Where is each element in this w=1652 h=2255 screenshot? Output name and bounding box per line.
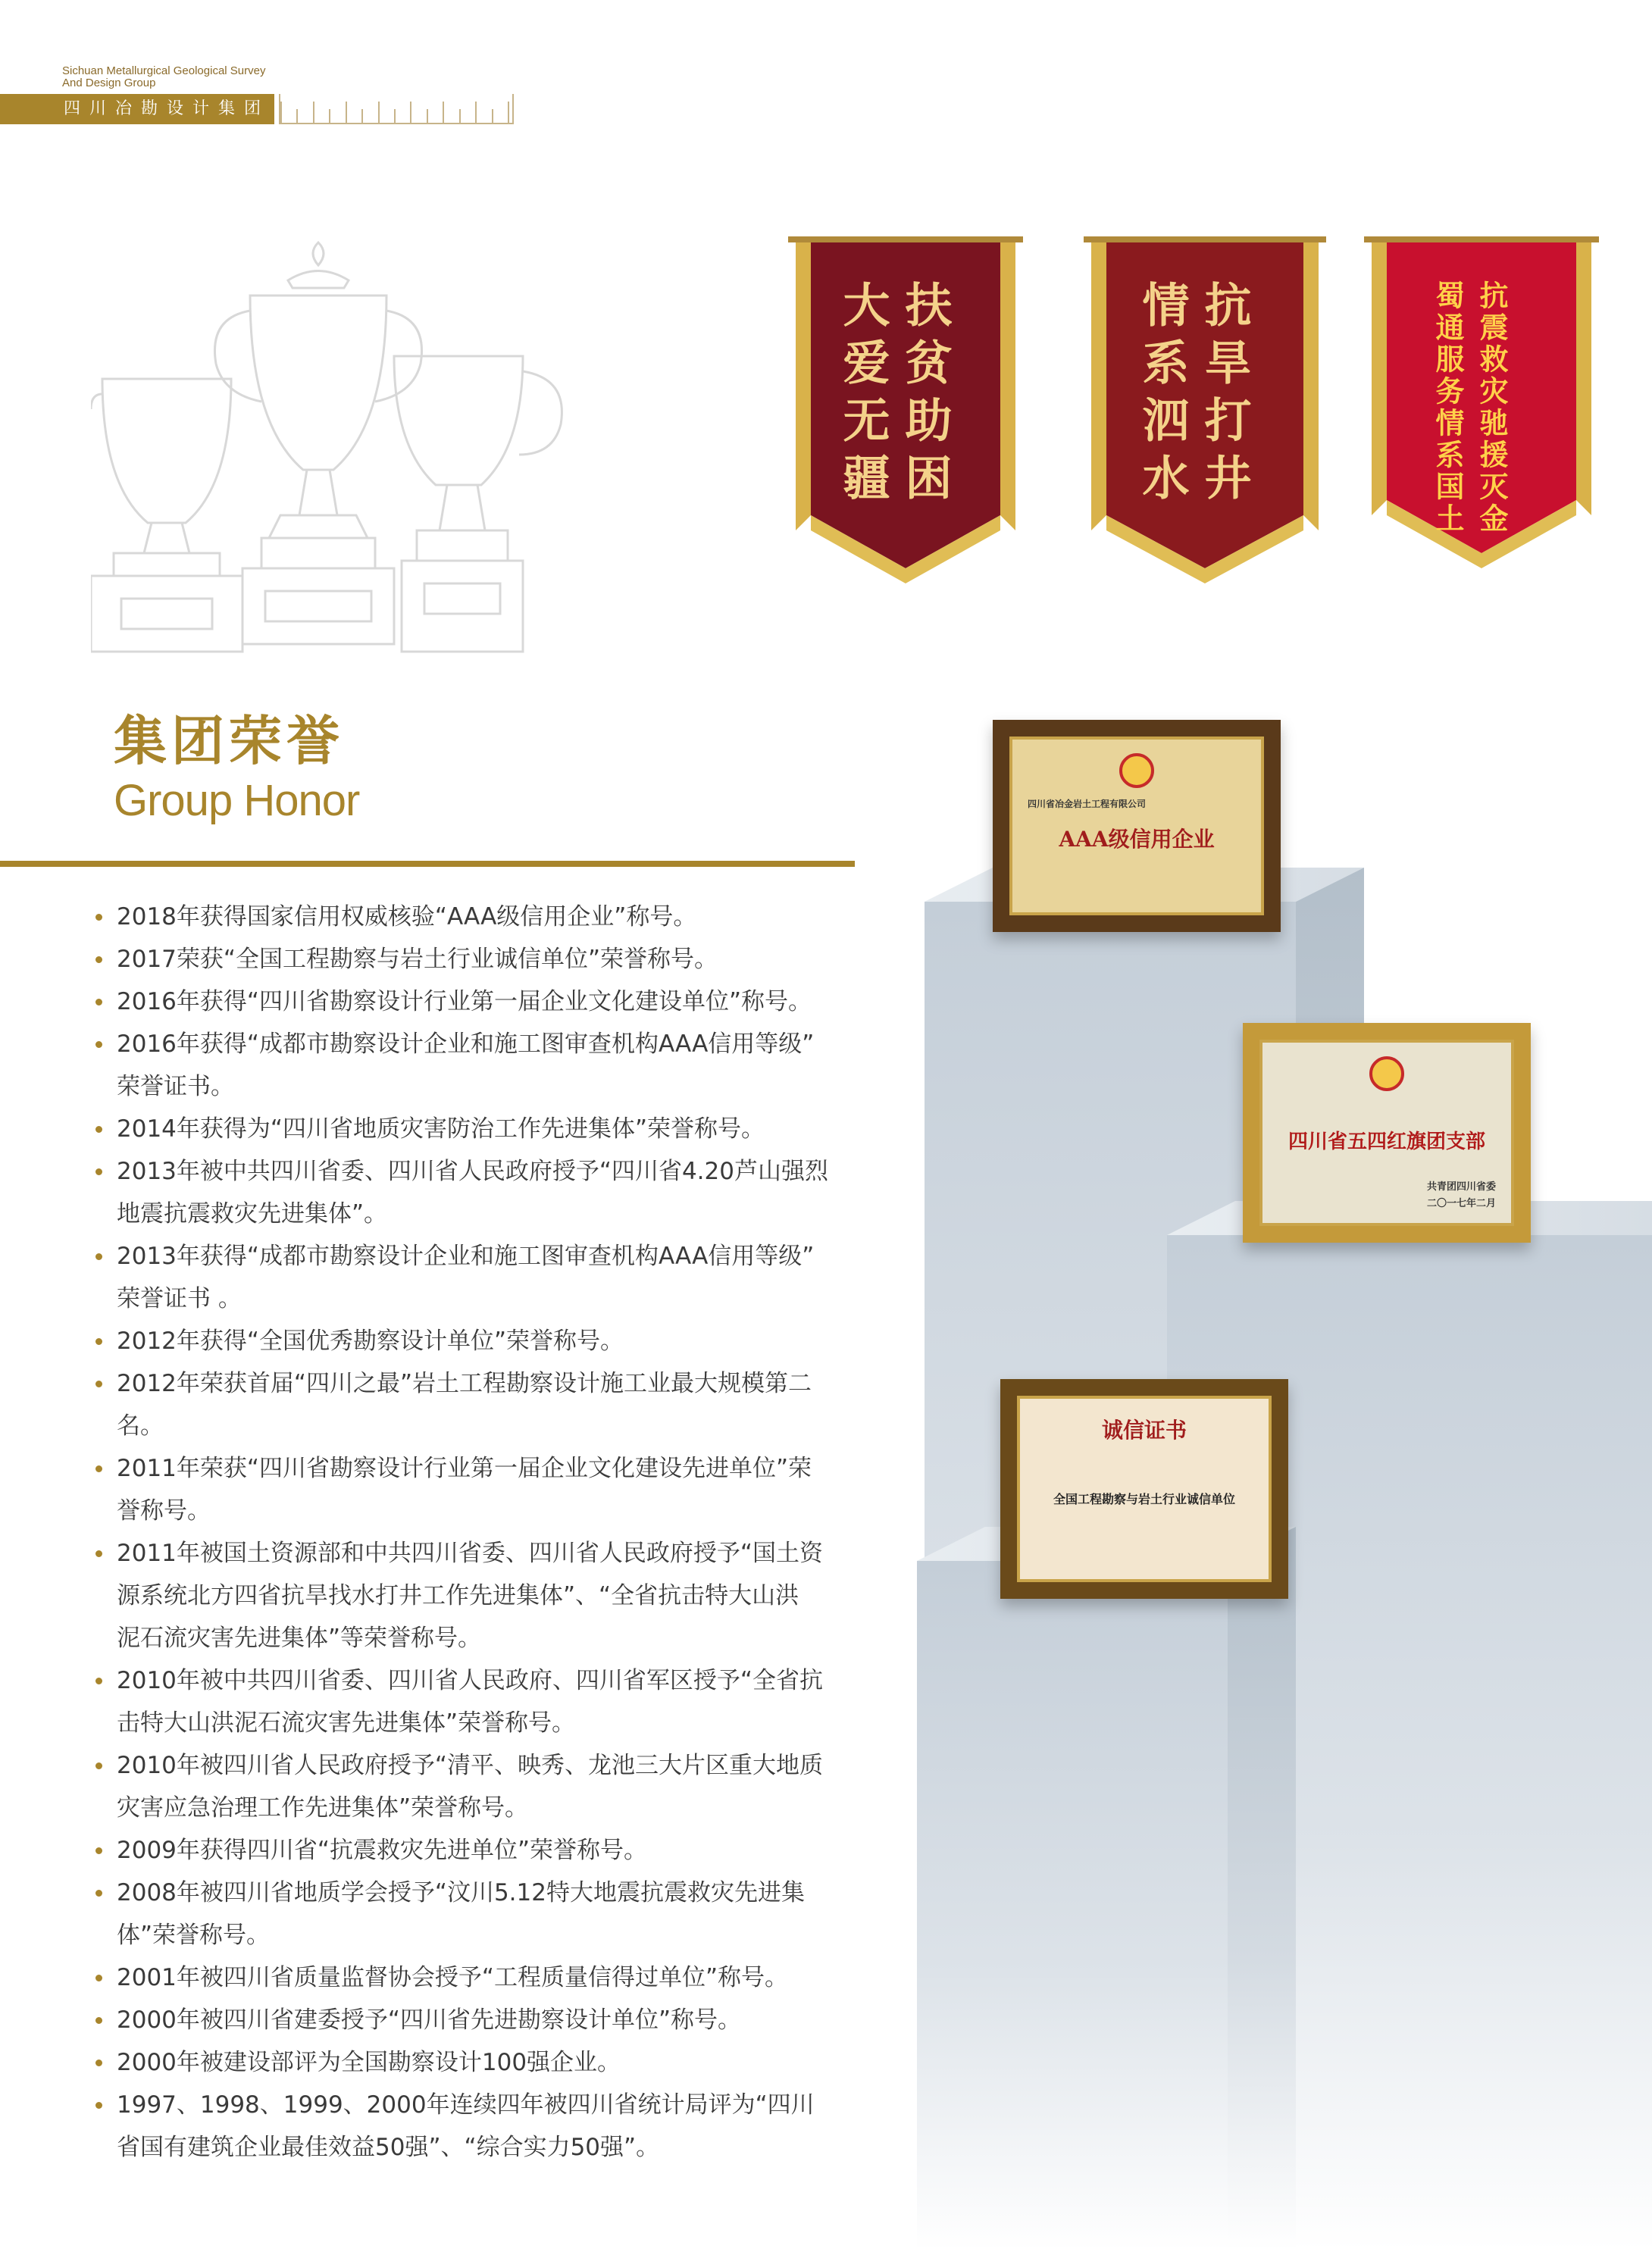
ruler-tick [394,109,396,123]
honor-line: 2017荣获“全国工程勘察与岩土行业诚信单位”荣誉称号。 [117,946,718,973]
honor-line: 荣誉证书 。 [117,1285,242,1312]
honor-line: 1997、1998、1999、2000年连续四年被四川省统计局评为“四川 [117,2091,815,2119]
honor-line: 2008年被四川省地质学会授予“汶川5.12特大地震抗震救灾先进集 [117,1879,805,1906]
bullet-icon [95,1550,102,1557]
certificate-panel [1017,1396,1272,1582]
honor-line: 2018年获得国家信用权威核验“AAA级信用企业”称号。 [117,903,697,930]
section-title-rule [0,861,855,867]
honor-line: 荣誉证书。 [117,1073,234,1100]
ruler-tick [508,102,509,123]
bullet-icon [95,1041,102,1048]
bullet-icon [95,2102,102,2109]
banner-slogan: 情系泗水 [1134,280,1190,511]
bullet-icon [95,999,102,1006]
emblem-icon [1369,1056,1404,1091]
honor-line: 2016年获得“成都市勘察设计企业和施工图审查机构AAA信用等级” [117,1031,815,1058]
bullet-icon [95,914,102,921]
certificate-title: 四川省五四红旗团支部 [1287,1131,1485,1153]
honor-list-item [91,938,856,981]
section-title-cn: 集团荣誉 [114,710,344,772]
honor-list-item [91,2041,856,2084]
honor-line: 名。 [117,1412,164,1440]
honor-list-item [91,1235,856,1320]
banner-slogan: 蜀通服务情系国土 [1431,280,1465,535]
honor-certificate [1243,1023,1531,1243]
honor-line: 2012年荣获首届“四川之最”岩土工程勘察设计施工业最大规模第二 [117,1370,812,1397]
company-name-en-line2: And Design Group [62,77,156,89]
honor-list-item [91,1829,856,1872]
honor-list-item [91,1956,856,1999]
bullet-icon [95,1126,102,1133]
certificate-issuer: 共青团四川省委 [1426,1181,1496,1193]
honor-list-item [91,1447,856,1532]
honor-line: 2001年被四川省质量监督协会授予“工程质量信得过单位”称号。 [117,1964,789,1991]
honor-list-item [91,896,856,938]
honor-line: 泥石流灾害先进集体”等荣誉称号。 [117,1625,482,1652]
honor-line: 2013年被中共四川省委、四川省人民政府授予“四川省4.20芦山强烈 [117,1158,828,1185]
certificate-title: 诚信证书 [1101,1418,1187,1443]
bullet-icon [95,1465,102,1472]
emblem-icon [1119,753,1154,788]
honor-list-item [91,1872,856,1956]
honor-line: 2000年被建设部评为全国勘察设计100强企业。 [117,2049,621,2076]
section-title-en: Group Honor [114,776,360,825]
ruler-tick [427,109,428,123]
bullet-icon [95,1975,102,1981]
honor-list-item [91,1362,856,1447]
company-name-cn: 四川冶勘设计集团 [64,99,271,118]
ruler-tick [346,102,347,123]
banner-slogan: 扶贫助困 [897,280,953,511]
bullet-icon [95,2060,102,2066]
certificate-title: AAA级信用企业 [1059,827,1215,852]
honor-list-item [91,1744,856,1829]
ruler-tick [280,102,282,123]
pennant-banner [1084,227,1326,583]
honor-list-item [91,2084,856,2169]
honor-list-item [91,1108,856,1150]
podium-display [887,697,1652,2255]
bullet-icon [95,956,102,963]
banner-slogan: 大爱无疆 [835,280,890,511]
certificate-panel [1009,737,1264,915]
company-name-en-line1: Sichuan Metallurgical Geological Survey [62,64,266,77]
honor-line: 2009年获得四川省“抗震救灾先进单位”荣誉称号。 [117,1837,648,1864]
honor-line: 誉称号。 [117,1497,211,1525]
header-ruler [279,94,514,124]
honor-line: 源系统北方四省抗旱找水打井工作先进集体”、“全省抗击特大山洪 [117,1582,799,1609]
ruler-tick [459,109,461,123]
honor-list-item [91,1150,856,1235]
honor-list-item [91,1659,856,1744]
honor-line: 2010年被四川省人民政府授予“清平、映秀、龙池三大片区重大地质 [117,1752,823,1779]
honor-line: 灾害应急治理工作先进集体”荣誉称号。 [117,1794,529,1822]
bullet-icon [95,1678,102,1684]
bullet-icon [95,1168,102,1175]
bullet-icon [95,1762,102,1769]
pennant-banner [1364,227,1599,568]
ruler-tick [378,102,380,123]
honor-list-item [91,1320,856,1362]
honor-line: 2016年获得“四川省勘察设计行业第一届企业文化建设单位”称号。 [117,988,812,1015]
ruler-tick [443,102,444,123]
honor-certificate [1000,1379,1288,1599]
certificate-panel [1259,1040,1514,1226]
honor-line: 2011年荣获“四川省勘察设计行业第一届企业文化建设先进单位”荣 [117,1455,812,1482]
ruler-tick [410,102,411,123]
honor-list-item [91,1999,856,2041]
honor-list-item [91,1532,856,1659]
honor-list [91,896,856,2169]
trophies-illustration [91,227,576,667]
bullet-icon [95,1253,102,1260]
honor-line: 体”荣誉称号。 [117,1922,271,1949]
honor-line: 地震抗震救灾先进集体”。 [117,1200,388,1228]
certificate-date: 二〇一七年二月 [1426,1198,1496,1209]
bullet-icon [95,1381,102,1387]
bullet-icon [95,1890,102,1897]
ruler-tick [296,109,298,123]
ruler-tick [329,109,330,123]
banner-slogan: 抗震救灾驰援灭金 [1475,280,1509,535]
honor-line: 省国有建筑企业最佳效益50强”、“综合实力50强”。 [117,2134,660,2161]
pennant-banner [788,227,1023,583]
honor-line: 2014年获得为“四川省地质灾害防治工作先进集体”荣誉称号。 [117,1115,765,1143]
bullet-icon [95,1338,102,1345]
honor-line: 2000年被四川省建委授予“四川省先进勘察设计单位”称号。 [117,2006,742,2034]
honor-line: 2012年获得“全国优秀勘察设计单位”荣誉称号。 [117,1328,624,1355]
banner-group [773,227,1607,606]
bullet-icon [95,1847,102,1854]
ruler-tick [475,102,477,123]
ruler-tick [313,102,314,123]
honor-line: 2011年被国土资源部和中共四川省委、四川省人民政府授予“国土资 [117,1540,823,1567]
honor-list-item [91,981,856,1023]
banner-slogan: 抗旱打井 [1197,280,1252,511]
company-name-en [62,65,265,89]
honor-list-item [91,1023,856,1108]
ruler-tick [361,109,363,123]
certificate-org: 四川省冶金岩土工程有限公司 [1028,799,1147,809]
bullet-icon [95,2017,102,2024]
honor-line: 击特大山洪泥石流灾害先进集体”荣誉称号。 [117,1709,576,1737]
ruler-tick [492,109,493,123]
honor-certificate [993,720,1281,932]
honor-line: 2010年被中共四川省委、四川省人民政府、四川省军区授予“全省抗 [117,1667,823,1694]
certificate-subtitle: 全国工程勘察与岩土行业诚信单位 [1053,1492,1235,1506]
honor-line: 2013年获得“成都市勘察设计企业和施工图审查机构AAA信用等级” [117,1243,815,1270]
